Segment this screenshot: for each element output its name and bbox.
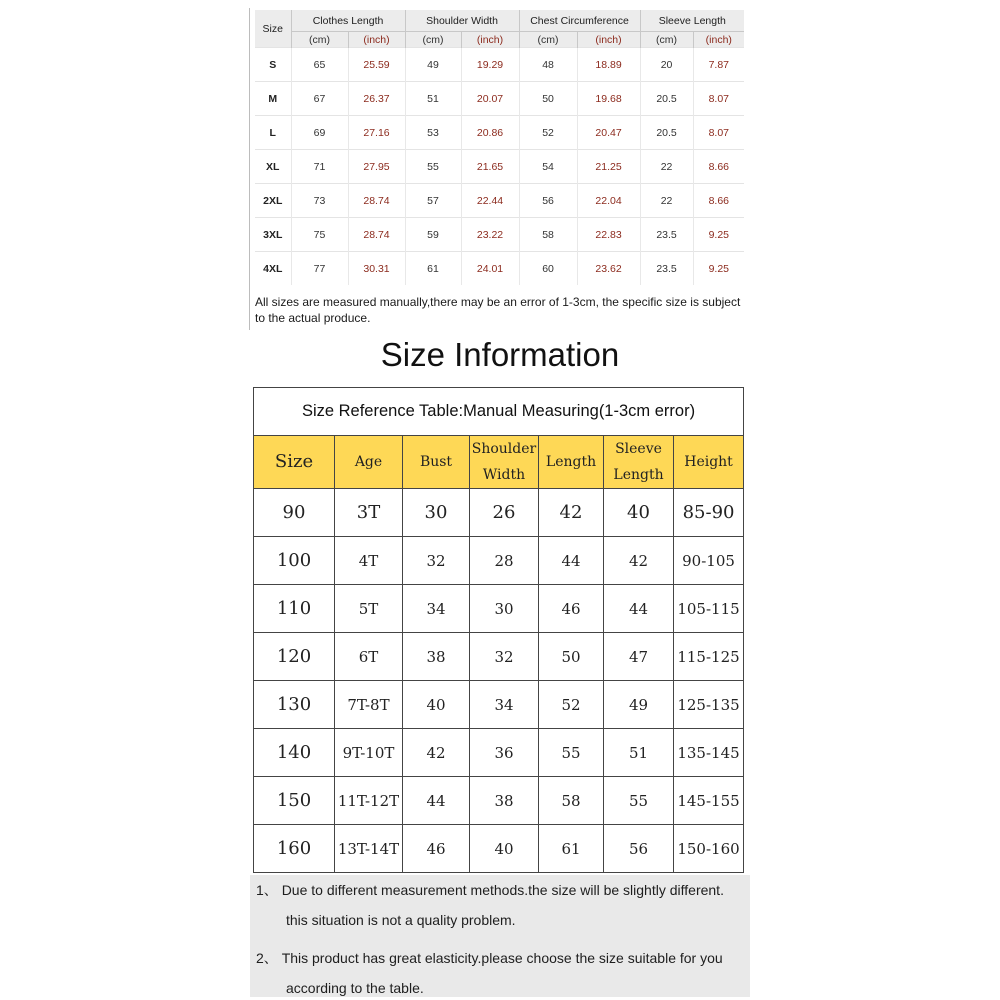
size-cell: 4XL: [255, 252, 291, 286]
value-cell: 52: [539, 681, 604, 729]
cm-value-cell: 51: [405, 82, 461, 116]
inch-value-cell: 25.59: [348, 48, 405, 82]
cm-value-cell: 20.5: [640, 116, 693, 150]
table-row: [254, 825, 744, 873]
value-cell: 5T: [335, 585, 403, 633]
table-row: [255, 184, 744, 218]
value-cell: 46: [403, 825, 470, 873]
header-text: Length: [613, 467, 664, 483]
cm-value-cell: 22: [640, 184, 693, 218]
value-cell: 36: [470, 729, 539, 777]
column-header: [470, 436, 539, 489]
cm-value-cell: 75: [291, 218, 348, 252]
cm-value-cell: 69: [291, 116, 348, 150]
cm-value-cell: 50: [519, 82, 577, 116]
value-cell: 40: [604, 489, 674, 537]
table-row: [254, 489, 744, 537]
unit-cm: (cm): [519, 32, 577, 48]
cm-value-cell: 71: [291, 150, 348, 184]
value-cell: 145-155: [674, 777, 744, 825]
table-row: [254, 729, 744, 777]
table-row: [255, 252, 744, 286]
value-cell: 34: [403, 585, 470, 633]
adult-size-chart: [249, 8, 748, 330]
unit-inch: (inch): [577, 32, 640, 48]
cm-value-cell: 23.5: [640, 252, 693, 286]
measurement-disclaimer: All sizes are measured manually,there may be an error of 1-3cm, the specific size is subject to the actual produce.: [255, 295, 741, 325]
size-column-header: Size: [255, 10, 291, 48]
value-cell: 105-115: [674, 585, 744, 633]
size-cell: 100: [254, 537, 335, 585]
inch-value-cell: 21.25: [577, 150, 640, 184]
clothes-length-header: Clothes Length: [291, 10, 405, 32]
column-header: [254, 436, 335, 489]
adult-size-table: [255, 10, 744, 285]
table-row: [254, 633, 744, 681]
inch-value-cell: 30.31: [348, 252, 405, 286]
unit-inch: (inch): [461, 32, 519, 48]
value-cell: 150-160: [674, 825, 744, 873]
note-2: [256, 948, 723, 968]
inch-value-cell: 8.07: [693, 82, 744, 116]
value-cell: 61: [539, 825, 604, 873]
inch-value-cell: 19.29: [461, 48, 519, 82]
sleeve-length-header: Sleeve Length: [640, 10, 744, 32]
value-cell: 34: [470, 681, 539, 729]
note-number: 1、: [256, 882, 278, 898]
unit-cm: (cm): [291, 32, 348, 48]
value-cell: 55: [604, 777, 674, 825]
value-cell: 46: [539, 585, 604, 633]
size-cell: L: [255, 116, 291, 150]
table-row: [255, 116, 744, 150]
value-cell: 26: [470, 489, 539, 537]
header-text: Height: [684, 454, 733, 470]
table-row: [255, 218, 744, 252]
cm-value-cell: 20.5: [640, 82, 693, 116]
value-cell: 125-135: [674, 681, 744, 729]
value-cell: 44: [539, 537, 604, 585]
header-text: Bust: [419, 454, 453, 470]
value-cell: 32: [470, 633, 539, 681]
table-row: [254, 777, 744, 825]
inch-value-cell: 20.07: [461, 82, 519, 116]
table-row: [255, 48, 744, 82]
cm-value-cell: 73: [291, 184, 348, 218]
cm-value-cell: 55: [405, 150, 461, 184]
value-cell: 47: [604, 633, 674, 681]
table-row: [254, 537, 744, 585]
size-cell: 3XL: [255, 218, 291, 252]
inch-value-cell: 22.44: [461, 184, 519, 218]
value-cell: 30: [403, 489, 470, 537]
value-cell: 4T: [335, 537, 403, 585]
size-cell: XL: [255, 150, 291, 184]
value-cell: 30: [470, 585, 539, 633]
notes-panel: [250, 875, 750, 997]
column-header: [403, 436, 470, 489]
inch-value-cell: 8.07: [693, 116, 744, 150]
cm-value-cell: 67: [291, 82, 348, 116]
table-row: [255, 82, 744, 116]
inch-value-cell: 24.01: [461, 252, 519, 286]
inch-value-cell: 26.37: [348, 82, 405, 116]
table-row: [254, 681, 744, 729]
inch-value-cell: 27.16: [348, 116, 405, 150]
unit-cm: (cm): [640, 32, 693, 48]
value-cell: 7T-8T: [335, 681, 403, 729]
value-cell: 42: [604, 537, 674, 585]
inch-value-cell: 8.66: [693, 184, 744, 218]
cm-value-cell: 61: [405, 252, 461, 286]
value-cell: 42: [403, 729, 470, 777]
cm-value-cell: 23.5: [640, 218, 693, 252]
cm-value-cell: 49: [405, 48, 461, 82]
value-cell: 51: [604, 729, 674, 777]
size-cell: 160: [254, 825, 335, 873]
cm-value-cell: 60: [519, 252, 577, 286]
table-row: [255, 150, 744, 184]
value-cell: 11T-12T: [335, 777, 403, 825]
value-cell: 3T: [335, 489, 403, 537]
inch-value-cell: 7.87: [693, 48, 744, 82]
cm-value-cell: 59: [405, 218, 461, 252]
cm-value-cell: 65: [291, 48, 348, 82]
size-cell: 150: [254, 777, 335, 825]
value-cell: 55: [539, 729, 604, 777]
note-text: Due to different measurement methods.the size will be slightly different.: [281, 882, 724, 898]
inch-value-cell: 28.74: [348, 184, 405, 218]
cm-value-cell: 48: [519, 48, 577, 82]
size-cell: 2XL: [255, 184, 291, 218]
value-cell: 13T-14T: [335, 825, 403, 873]
column-header: [539, 436, 604, 489]
cm-value-cell: 56: [519, 184, 577, 218]
unit-inch: (inch): [693, 32, 744, 48]
inch-value-cell: 20.47: [577, 116, 640, 150]
header-text: Sleeve: [615, 441, 662, 457]
value-cell: 28: [470, 537, 539, 585]
value-cell: 50: [539, 633, 604, 681]
size-cell: S: [255, 48, 291, 82]
inch-value-cell: 21.65: [461, 150, 519, 184]
value-cell: 40: [470, 825, 539, 873]
table-caption: Size Reference Table:Manual Measuring(1-3cm error): [254, 388, 744, 436]
note-text: This product has great elasticity.please choose the size suitable for you: [281, 950, 723, 966]
header-text: Size: [274, 451, 314, 472]
inch-value-cell: 19.68: [577, 82, 640, 116]
chest-circumference-header: Chest Circumference: [519, 10, 640, 32]
size-cell: 130: [254, 681, 335, 729]
inch-value-cell: 22.83: [577, 218, 640, 252]
value-cell: 44: [604, 585, 674, 633]
value-cell: 85-90: [674, 489, 744, 537]
value-cell: 40: [403, 681, 470, 729]
cm-value-cell: 22: [640, 150, 693, 184]
header-text: Length: [545, 454, 597, 470]
header-text: Width: [482, 467, 526, 483]
size-cell: 90: [254, 489, 335, 537]
column-header: [674, 436, 744, 489]
value-cell: 9T-10T: [335, 729, 403, 777]
size-cell: 110: [254, 585, 335, 633]
shoulder-width-header: Shoulder Width: [405, 10, 519, 32]
value-cell: 49: [604, 681, 674, 729]
cm-value-cell: 52: [519, 116, 577, 150]
inch-value-cell: 9.25: [693, 252, 744, 286]
table-row: [254, 585, 744, 633]
note-1-continued: this situation is not a quality problem.: [286, 912, 516, 928]
inch-value-cell: 23.22: [461, 218, 519, 252]
cm-value-cell: 20: [640, 48, 693, 82]
inch-value-cell: 27.95: [348, 150, 405, 184]
unit-cm: (cm): [405, 32, 461, 48]
value-cell: 44: [403, 777, 470, 825]
value-cell: 135-145: [674, 729, 744, 777]
size-cell: 120: [254, 633, 335, 681]
header-text: Shoulder: [471, 441, 537, 457]
inch-value-cell: 9.25: [693, 218, 744, 252]
note-1: [256, 880, 724, 900]
column-header: [604, 436, 674, 489]
inch-value-cell: 8.66: [693, 150, 744, 184]
column-header: [335, 436, 403, 489]
inch-value-cell: 28.74: [348, 218, 405, 252]
kids-size-table: [253, 387, 744, 873]
cm-value-cell: 53: [405, 116, 461, 150]
page-title: Size Information: [380, 336, 620, 373]
cm-value-cell: 57: [405, 184, 461, 218]
cm-value-cell: 54: [519, 150, 577, 184]
value-cell: 32: [403, 537, 470, 585]
value-cell: 38: [470, 777, 539, 825]
cm-value-cell: 58: [519, 218, 577, 252]
size-cell: 140: [254, 729, 335, 777]
inch-value-cell: 20.86: [461, 116, 519, 150]
note-2-continued: according to the table.: [286, 980, 424, 996]
value-cell: 38: [403, 633, 470, 681]
inch-value-cell: 18.89: [577, 48, 640, 82]
cm-value-cell: 77: [291, 252, 348, 286]
inch-value-cell: 22.04: [577, 184, 640, 218]
value-cell: 115-125: [674, 633, 744, 681]
header-text: Age: [354, 454, 383, 470]
value-cell: 56: [604, 825, 674, 873]
value-cell: 90-105: [674, 537, 744, 585]
size-cell: M: [255, 82, 291, 116]
value-cell: 42: [539, 489, 604, 537]
value-cell: 58: [539, 777, 604, 825]
inch-value-cell: 23.62: [577, 252, 640, 286]
note-number: 2、: [256, 950, 278, 966]
unit-inch: (inch): [348, 32, 405, 48]
value-cell: 6T: [335, 633, 403, 681]
